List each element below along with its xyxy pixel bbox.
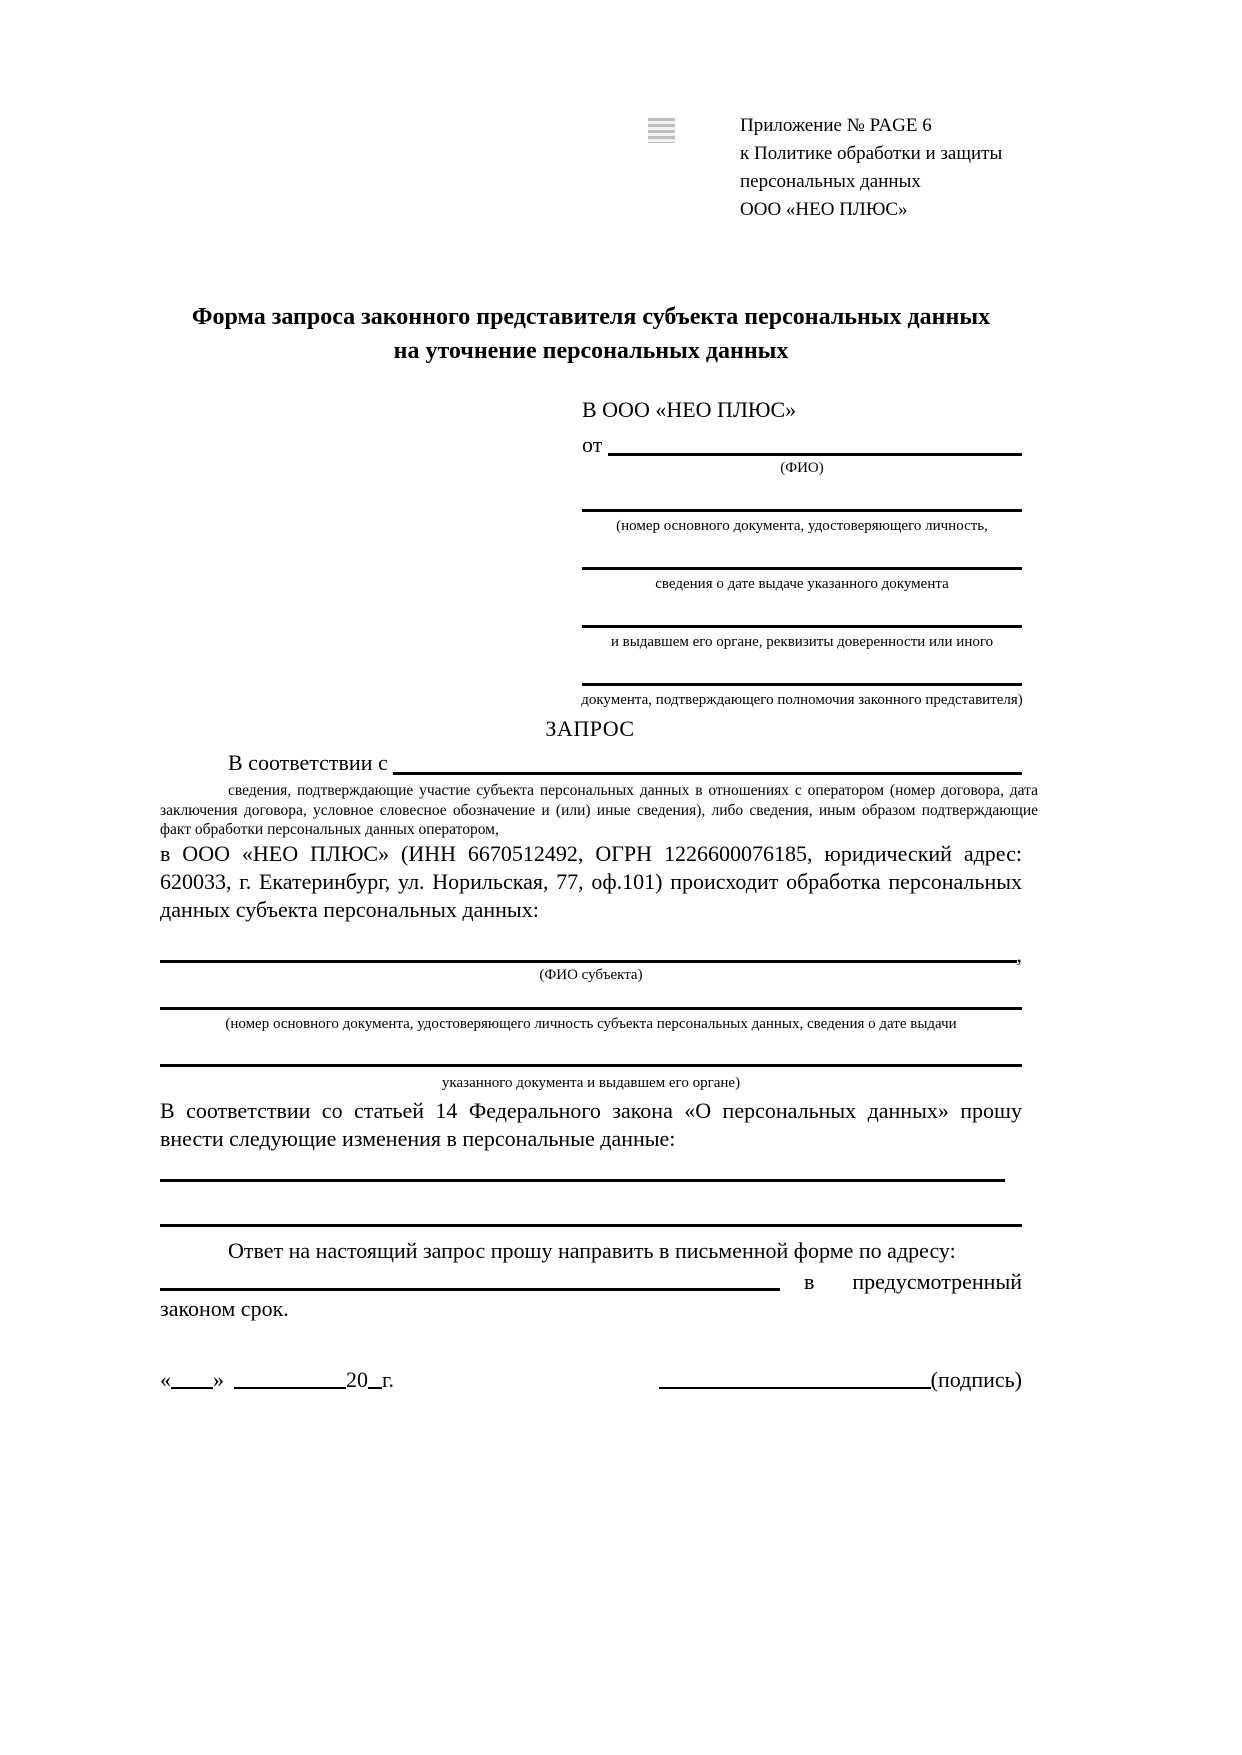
signature-field-line[interactable]	[659, 1387, 931, 1389]
issuing-authority-caption: и выдавшем его органе, реквизиты доверенности или иного	[610, 634, 994, 650]
quote-open: «	[160, 1366, 171, 1392]
annex-note	[740, 112, 1002, 224]
representative-authority-caption: документа, подтверждающего полномочия законного представителя)	[581, 692, 1023, 708]
answer-address-row	[160, 1267, 1022, 1294]
year-prefix: 20	[346, 1366, 368, 1392]
subject-fio-field-line[interactable]	[160, 960, 1017, 963]
title-line-2: на уточнение персональных данных	[393, 338, 789, 364]
in-accordance-row	[160, 750, 1022, 778]
issue-date-field-line[interactable]	[582, 567, 1022, 570]
month-field-line[interactable]	[234, 1387, 346, 1389]
subject-fio-row	[160, 940, 1022, 966]
from-label: от	[582, 432, 608, 457]
blurred-field-artifact-icon	[648, 118, 675, 143]
document-number-field	[582, 509, 1022, 536]
answer-paragraph-text: Ответ на настоящий запрос прошу направить в письменной форме по адресу:	[228, 1237, 956, 1263]
document-number-caption: (номер основного документа, удостоверяющего личность,	[616, 518, 988, 534]
request-heading: ЗАПРОС	[545, 716, 635, 741]
issue-date-field	[582, 567, 1022, 594]
representative-authority-field-line[interactable]	[582, 683, 1022, 686]
title-line-1: Форма запроса законного представителя субъекта персональных данных	[191, 304, 991, 330]
answer-block	[160, 1237, 1022, 1324]
quote-close: »	[213, 1366, 224, 1392]
subject-document-caption: (номер основного документа, удостоверяющего личность субъекта персональных данных, сведения о дате выдачи	[225, 1015, 957, 1032]
subject-fio-caption: (ФИО субъекта)	[539, 966, 643, 983]
tail-word-in: в	[804, 1268, 815, 1294]
fine-print-note: сведения, подтверждающие участие субъекта персональных данных в отношениях с оператором (номер договора, дата заключения договора, условное словесное обозначение и (или) иные сведения), либо сведения, иным образом подтверждающие факт обработки персональных данных оператором,	[160, 782, 1038, 838]
subject-document2-caption: указанного документа и выдавшем его органе)	[441, 1074, 741, 1091]
document-number-field-line[interactable]	[582, 509, 1022, 512]
changes-field-line-1[interactable]	[160, 1179, 1005, 1182]
year-field-line[interactable]	[368, 1387, 382, 1389]
year-suffix: г.	[382, 1366, 395, 1392]
from-row	[582, 431, 1022, 459]
signature-caption: (подпись)	[930, 1366, 1022, 1392]
answer-tail-words	[780, 1270, 1022, 1294]
annex-line-3: персональных данных	[740, 171, 921, 192]
annex-line-2: к Политике обработки и защиты	[740, 143, 1003, 164]
fio-field-line[interactable]	[608, 431, 1022, 456]
date-group	[160, 1368, 394, 1392]
representative-authority-field	[582, 683, 1022, 710]
subject-trailing-comma: ,	[1016, 941, 1022, 967]
law-term-line: законом срок.	[160, 1295, 289, 1321]
annex-line-4: ООО «НЕО ПЛЮС»	[740, 199, 908, 220]
issuing-authority-field-line[interactable]	[582, 625, 1022, 628]
fio-caption: (ФИО)	[780, 460, 824, 476]
subject-document-field-line[interactable]	[160, 1007, 1022, 1010]
operator-paragraph: в ООО «НЕО ПЛЮС» (ИНН 6670512492, ОГРН 1226600076185, юридический адрес: 620033, г. Екатеринбург, ул. Норильская, 77, оф.101) происходит обработка персональных данных субъекта персональных данных:	[160, 840, 1022, 922]
issuing-authority-field	[582, 625, 1022, 652]
in-accordance-label: В соответствии с	[228, 750, 394, 775]
annex-line-1: Приложение № PAGE 6	[740, 115, 932, 136]
day-field-line[interactable]	[171, 1387, 213, 1389]
in-accordance-field-line[interactable]	[393, 750, 1022, 775]
addressee-block	[582, 396, 1022, 710]
issue-date-caption: сведения о дате выдаче указанного документа	[655, 576, 949, 592]
answer-paragraph	[160, 1237, 1022, 1265]
answer-address-field-line[interactable]	[160, 1288, 780, 1291]
document-title	[158, 300, 1024, 368]
tail-word-term: предусмотренный	[852, 1268, 1022, 1294]
addressee-to: В ООО «НЕО ПЛЮС»	[582, 397, 797, 422]
changes-field-line-2[interactable]	[160, 1224, 1022, 1227]
article14-paragraph: В соответствии со статьей 14 Федерального закона «О персональных данных» прошу внести следующие изменения в персональные данные:	[160, 1097, 1022, 1151]
signature-group	[659, 1368, 1022, 1392]
date-signature-row	[160, 1364, 1022, 1392]
subject-document2-field-line[interactable]	[160, 1064, 1022, 1067]
request-body	[160, 750, 1038, 1392]
